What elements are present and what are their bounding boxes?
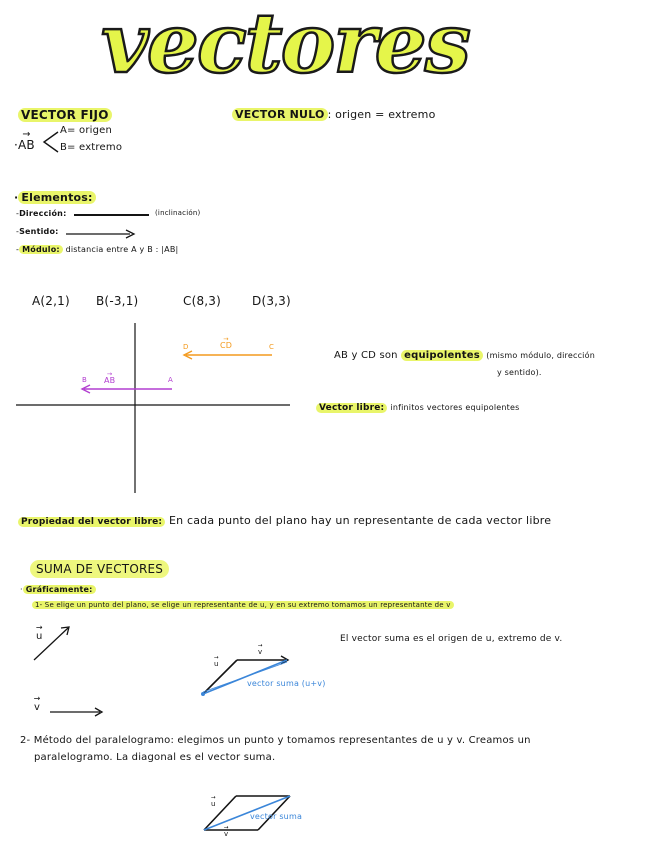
triangle-diagram xyxy=(195,650,305,700)
graficamente-label: · Gráficamente: xyxy=(20,585,96,594)
sentido-row: -Sentido: xyxy=(16,227,59,236)
label-a: A xyxy=(168,376,173,384)
bracket-icon xyxy=(40,130,60,154)
coordinate-graph xyxy=(0,315,300,500)
vector-suma-label-2: vector suma xyxy=(250,812,303,821)
direccion-line xyxy=(74,214,149,216)
ab-notation: ·→ AB xyxy=(14,138,35,152)
v-label: → v xyxy=(34,702,40,713)
step2-line1: 2- Método del paralelogramo: elegimos un punto y tomamos representantes de u y v. Creamos un xyxy=(20,735,531,746)
title-text: vectores xyxy=(101,0,469,92)
vector-nulo: VECTOR NULO : origen = extremo xyxy=(232,108,436,121)
suma-heading: SUMA DE VECTORES xyxy=(30,562,169,576)
equipolentes-line: AB y CD son equipolentes (mismo módulo, dirección xyxy=(334,350,595,361)
elementos-heading: · Elementos: xyxy=(14,191,96,204)
direccion-row: -Dirección: xyxy=(16,209,67,218)
equipolentes-line2: y sentido). xyxy=(497,368,542,377)
label-c: C xyxy=(269,343,275,351)
para-v-label: → v xyxy=(224,830,228,838)
para-u-label: → u xyxy=(211,800,216,808)
suma-right-note: El vector suma es el origen de u, extremo de v. xyxy=(340,634,563,644)
label-d: D xyxy=(183,343,189,351)
label-ab: → AB xyxy=(104,376,115,385)
point-a: A(2,1) xyxy=(32,294,70,308)
point-b: B(-3,1) xyxy=(96,294,139,308)
a-definition: A= origen xyxy=(60,125,113,136)
step2-line2: paralelogramo. La diagonal es el vector suma. xyxy=(34,752,276,763)
point-d: D(3,3) xyxy=(252,294,291,308)
b-definition: B= extremo xyxy=(60,142,123,153)
v-arrow-icon xyxy=(48,706,106,718)
label-cd: → CD xyxy=(220,341,232,350)
propiedad-line: Propiedad del vector libre: En cada punto del plano hay un representante de cada vector libre xyxy=(18,514,551,527)
title-art xyxy=(95,0,475,102)
sentido-arrow-icon xyxy=(66,229,138,239)
vector-fijo-heading: VECTOR FIJO xyxy=(18,108,112,122)
tri-v-label: → v xyxy=(258,648,262,656)
u-label: → u xyxy=(36,631,43,642)
page-title xyxy=(95,0,475,102)
vector-libre-def: Vector libre: infinitos vectores equipolentes xyxy=(316,403,520,413)
modulo-row: - Módulo: distancia entre A y B : |AB| xyxy=(16,245,179,254)
vector-suma-label: vector suma (u+v) xyxy=(247,679,326,688)
point-c: C(8,3) xyxy=(183,294,222,308)
u-arrow-icon xyxy=(30,624,74,664)
tri-u-label: → u xyxy=(214,660,219,668)
direccion-note: (inclinación) xyxy=(155,209,201,217)
step1-text: 1- Se elige un punto del plano, se elige un representante de u, y en su extremo tomamos un representante de v xyxy=(32,601,632,609)
label-b: B xyxy=(82,376,88,384)
